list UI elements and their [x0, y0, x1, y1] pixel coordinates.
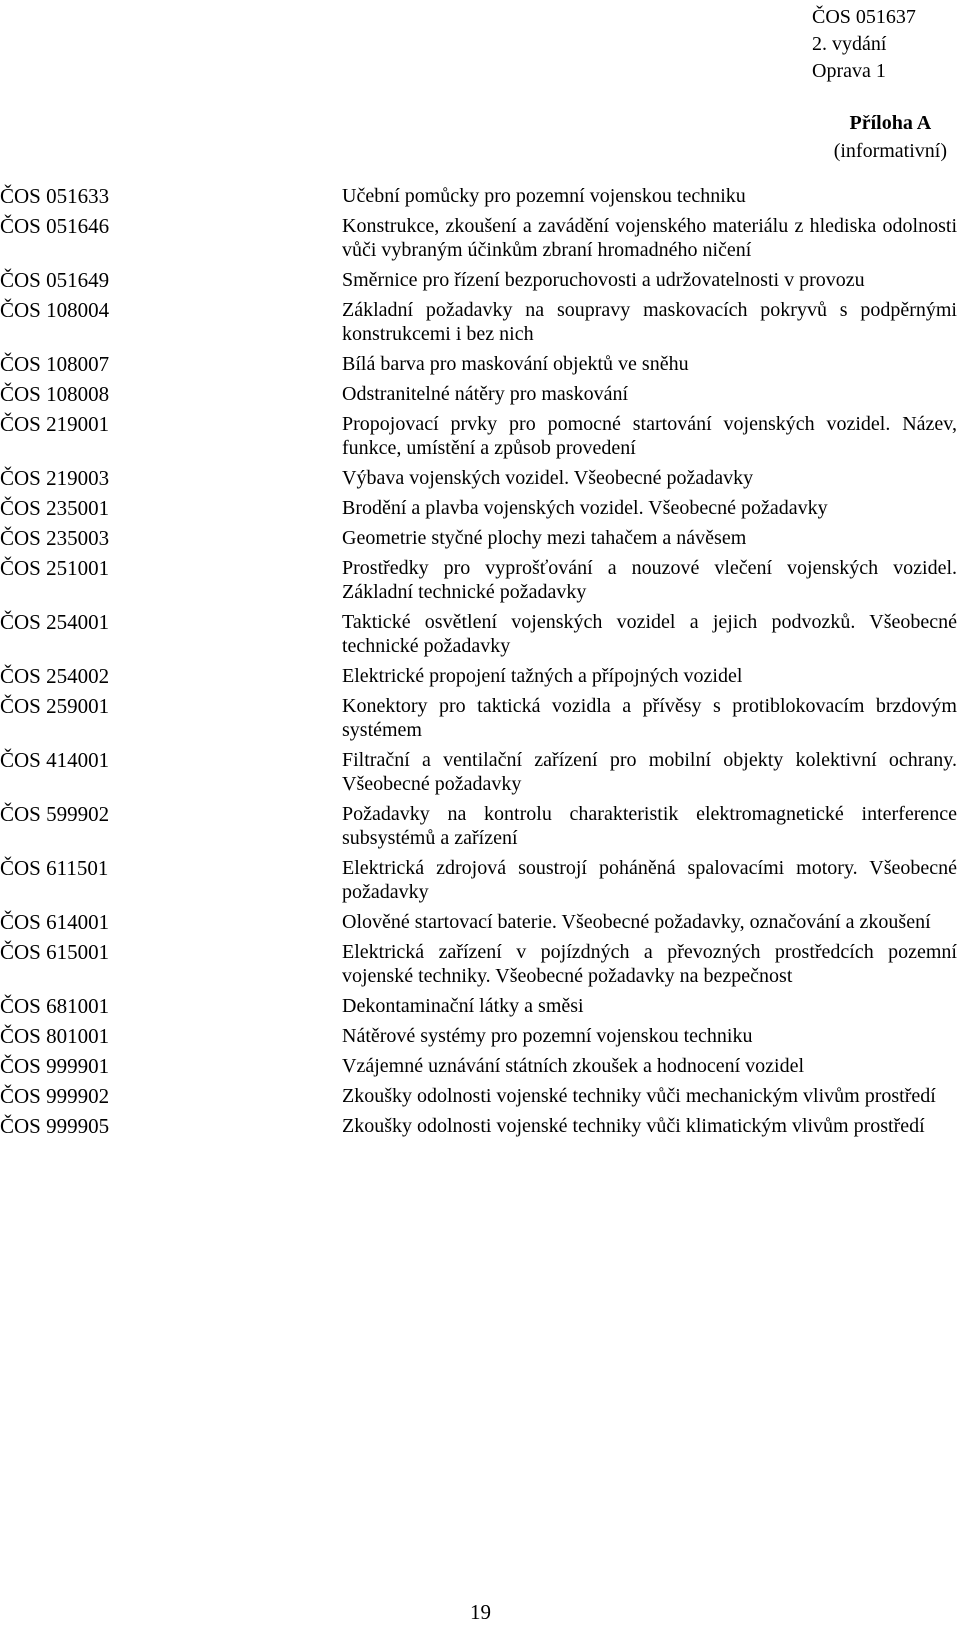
standard-title: Elektrická zdrojová soustrojí poháněná spalovacími motory. Všeobecné požadavky [342, 857, 957, 903]
standard-title: Odstranitelné nátěry pro maskování [342, 383, 629, 405]
standard-code: ČOS 681001 [0, 994, 110, 1018]
standard-code: ČOS 999901 [0, 1054, 110, 1078]
standard-code: ČOS 801001 [0, 1024, 110, 1048]
standard-entry [0, 748, 960, 796]
standard-code: ČOS 108004 [0, 298, 110, 322]
standard-code: ČOS 254002 [0, 664, 110, 688]
standard-title: Taktické osvětlení vojenských vozidel a jejich podvozků. Všeobecné technické požadavky [342, 611, 957, 657]
standard-title: Elektrické propojení tažných a přípojných vozidel [342, 665, 743, 687]
standard-title: Zkoušky odolnosti vojenské techniky vůči mechanickým vlivům prostředí [342, 1085, 936, 1107]
standard-title: Konstrukce, zkoušení a zavádění vojenského materiálu z hlediska odolnosti vůči vybraným účinkům zbraní hromadného ničení [342, 215, 957, 261]
standard-code: ČOS 235001 [0, 496, 110, 520]
standard-title: Olověné startovací baterie. Všeobecné požadavky, označování a zkoušení [342, 911, 931, 933]
standard-entry [0, 412, 960, 460]
standard-title: Výbava vojenských vozidel. Všeobecné požadavky [342, 467, 754, 489]
standard-code: ČOS 235003 [0, 526, 110, 550]
standard-title: Vzájemné uznávání státních zkoušek a hodnocení vozidel [342, 1055, 805, 1077]
standard-entry [0, 556, 960, 604]
standard-code: ČOS 219003 [0, 466, 110, 490]
document-id: ČOS 051637 [812, 6, 916, 28]
standard-code: ČOS 414001 [0, 748, 110, 772]
standard-title: Směrnice pro řízení bezporuchovosti a udržovatelnosti v provozu [342, 269, 865, 291]
standard-entry [0, 352, 960, 376]
standard-title: Filtrační a ventilační zařízení pro mobilní objekty kolektivní ochrany. Všeobecné požadavky [342, 749, 957, 795]
standard-entry [0, 994, 960, 1018]
annex-title: Příloha A [849, 112, 932, 134]
standard-entry [0, 910, 960, 934]
standard-entry [0, 298, 960, 346]
standard-entry [0, 496, 960, 520]
standard-code: ČOS 051649 [0, 268, 110, 292]
page-number: 19 [470, 1600, 491, 1624]
standard-title: Bílá barva pro maskování objektů ve sněhu [342, 353, 689, 375]
standard-code: ČOS 108008 [0, 382, 110, 406]
standard-entry [0, 526, 960, 550]
standard-title: Propojovací prvky pro pomocné startování vojenských vozidel. Název, funkce, umístění a způsob provedení [342, 413, 957, 459]
edition-label: 2. vydání [812, 33, 887, 55]
standard-code: ČOS 259001 [0, 694, 110, 718]
standard-entry [0, 664, 960, 688]
standard-title: Nátěrové systémy pro pozemní vojenskou techniku [342, 1025, 753, 1047]
standard-code: ČOS 254001 [0, 610, 110, 634]
standard-entry [0, 184, 960, 208]
standard-title: Prostředky pro vyprošťování a nouzové vlečení vojenských vozidel. Základní technické požadavky [342, 557, 957, 603]
standard-entry [0, 268, 960, 292]
standard-entry [0, 214, 960, 262]
standard-code: ČOS 599902 [0, 802, 110, 826]
standard-title: Základní požadavky na soupravy maskovacích pokryvů s podpěrnými konstrukcemi i bez nich [342, 299, 957, 345]
standard-title: Učební pomůcky pro pozemní vojenskou techniku [342, 185, 746, 207]
standard-code: ČOS 051646 [0, 214, 110, 238]
annex-heading [834, 109, 947, 165]
standard-entry [0, 1084, 960, 1108]
standard-entry [0, 694, 960, 742]
standard-entry [0, 1054, 960, 1078]
standards-list [0, 184, 960, 1144]
standard-entry [0, 940, 960, 988]
standard-code: ČOS 999902 [0, 1084, 110, 1108]
amendment-label: Oprava 1 [812, 60, 886, 82]
standard-code: ČOS 614001 [0, 910, 110, 934]
standard-code: ČOS 251001 [0, 556, 110, 580]
standard-code: ČOS 611501 [0, 856, 109, 880]
standard-entry [0, 856, 960, 904]
standard-title: Zkoušky odolnosti vojenské techniky vůči klimatickým vlivům prostředí [342, 1115, 925, 1137]
standard-entry [0, 1114, 960, 1138]
standard-title: Dekontaminační látky a směsi [342, 995, 584, 1017]
standard-entry [0, 382, 960, 406]
standard-title: Konektory pro taktická vozidla a přívěsy s protiblokovacím brzdovým systémem [342, 695, 957, 741]
standard-entry [0, 466, 960, 490]
standard-code: ČOS 108007 [0, 352, 110, 376]
standard-entry [0, 802, 960, 850]
standard-code: ČOS 051633 [0, 184, 110, 208]
annex-subtitle: (informativní) [833, 140, 947, 162]
standard-title: Brodění a plavba vojenských vozidel. Všeobecné požadavky [342, 497, 828, 519]
standard-code: ČOS 999905 [0, 1114, 110, 1138]
document-header [812, 4, 916, 85]
standard-title: Požadavky na kontrolu charakteristik elektromagnetické interference subsystémů a zařízení [342, 803, 957, 849]
standard-title: Elektrická zařízení v pojízdných a převozných prostředcích pozemní vojenské techniky. Všeobecné požadavky na bezpečnost [342, 941, 957, 987]
standard-code: ČOS 615001 [0, 940, 110, 964]
standard-entry [0, 610, 960, 658]
standard-code: ČOS 219001 [0, 412, 110, 436]
standard-title: Geometrie styčné plochy mezi tahačem a návěsem [342, 527, 747, 549]
standard-entry [0, 1024, 960, 1048]
